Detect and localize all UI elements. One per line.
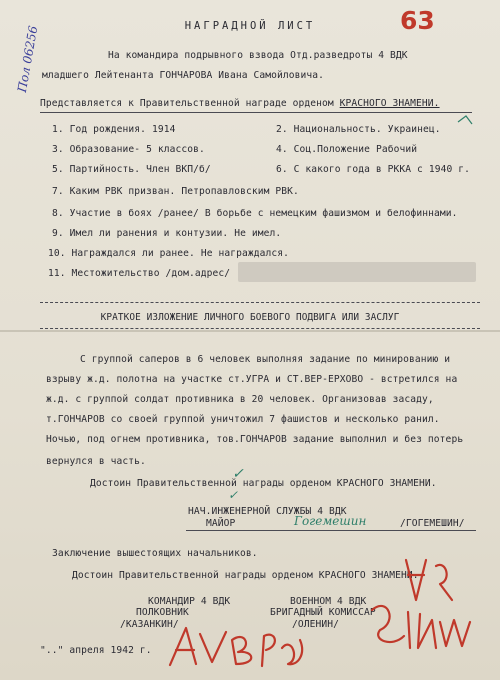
document-title: НАГРАДНОЙ ЛИСТ: [184, 20, 316, 32]
signature-stroke-e: [282, 640, 302, 664]
field-3: 3. Образование- 5 классов.: [52, 144, 205, 155]
field-4: 4. Соц.Положение Рабочий: [276, 144, 418, 155]
narrative-line-5: Ночью, под огнем противника, тов.ГОНЧАРОВ задание выполнил и без потерь: [46, 434, 464, 445]
green-tick-mark: [458, 116, 472, 124]
document-date: ".." апреля 1942 г.: [40, 645, 152, 656]
commander-2-rank: БРИГАДНЫЙ КОМИССАР: [270, 607, 376, 618]
commander-2-name: /ОЛЕНИН/: [292, 619, 340, 630]
header-line-2: младшего Лейтенанта ГОНЧАРОВА Ивана Самойловича.: [42, 70, 325, 81]
commander-2-title: ВОЕННОМ 4 ВДК: [290, 596, 367, 607]
field-10: 10. Награждался ли ранее. Не награждался.: [48, 248, 289, 259]
signature-rank: МАЙОР: [206, 518, 236, 529]
section-title: КРАТКОЕ ИЗЛОЖЕНИЕ ЛИЧНОГО БОЕВОГО ПОДВИГА ИЛИ ЗАСЛУГ: [100, 312, 400, 323]
signature-position: НАЧ.ИНЖЕНЕРНОЙ СЛУЖБЫ 4 ВДК: [188, 506, 347, 517]
narrative-line-6: вернулся в часть.: [46, 456, 146, 467]
field-6: 6. С какого года в РККА с 1940 г.: [276, 164, 470, 175]
signature-stroke-a: [170, 628, 196, 665]
green-check-mark: ✓: [232, 466, 244, 482]
intro-award: КРАСНОГО ЗНАМЕНИ.: [339, 98, 440, 109]
signature-stroke-g: [436, 565, 452, 600]
signature-stroke-d: [262, 635, 275, 666]
field-7: 7. Каким РВК призван. Петропавловским РВК.: [52, 186, 299, 197]
conclusion-text: Достоин Правительственной награды орденом КРАСНОГО ЗНАМЕНИ.: [72, 570, 419, 581]
commander-1-rank: ПОЛКОВНИК: [136, 607, 189, 618]
side-note: Пол 06256: [14, 24, 41, 94]
signature-stroke-f: [406, 560, 426, 600]
field-11: 11. Местожительство /дом.адрес/: [48, 268, 231, 279]
field-5: 5. Партийность. Член ВКП/б/: [52, 164, 211, 175]
recommendation-line: Достоин Правительственной награды орденом КРАСНОГО ЗНАМЕНИ.: [90, 478, 437, 489]
signature-stroke-h: [372, 606, 404, 642]
signature-stroke-c: [232, 637, 251, 664]
commander-1-title: КОМАНДИР 4 ВДК: [148, 596, 231, 607]
commander-1-name: /КАЗАНКИН/: [120, 619, 179, 630]
narrative-line-3: ж.д. с группой солдат противника в 20 человек. Организовав засаду,: [46, 394, 434, 405]
narrative-line-2: взрыву ж.д. полотна на участке ст.УГРА и СТ.ВЕР-ЕРХОВО - встретился на: [46, 374, 458, 385]
field-8: 8. Участие в боях /ранее/ В борьбе с немецким фашизмом и белофиннами.: [52, 208, 458, 219]
signature-name: /ГОГЕМЕШИН/: [400, 518, 465, 529]
signature-stroke-i: [408, 612, 436, 648]
narrative-line-1: С группой саперов в 6 человек выполняя задание по минированию и: [80, 354, 451, 365]
narrative-line-4: т.ГОНЧАРОВ со своей группой уничтожил 7 фашистов и несколько ранил.: [46, 414, 440, 425]
field-1: 1. Год рождения. 1914: [52, 124, 176, 135]
green-check-mark-2: ✓: [228, 488, 239, 502]
intro-prefix: Представляется к Правительственной награде орденом: [40, 98, 340, 109]
field-2: 2. Национальность. Украинец.: [276, 124, 441, 135]
header-line-1: На командира подрывного взвода Отд.разведроты 4 ВДК: [108, 50, 408, 61]
signature-handwritten: Гогемешин: [294, 514, 367, 528]
field-9: 9. Имел ли ранения и контузии. Не имел.: [52, 228, 282, 239]
signature-stroke-j: [440, 620, 470, 646]
conclusion-heading: Заключение вышестоящих начальников.: [52, 548, 258, 559]
sheet-number: 63: [400, 6, 435, 35]
signature-stroke-b: [200, 632, 226, 662]
